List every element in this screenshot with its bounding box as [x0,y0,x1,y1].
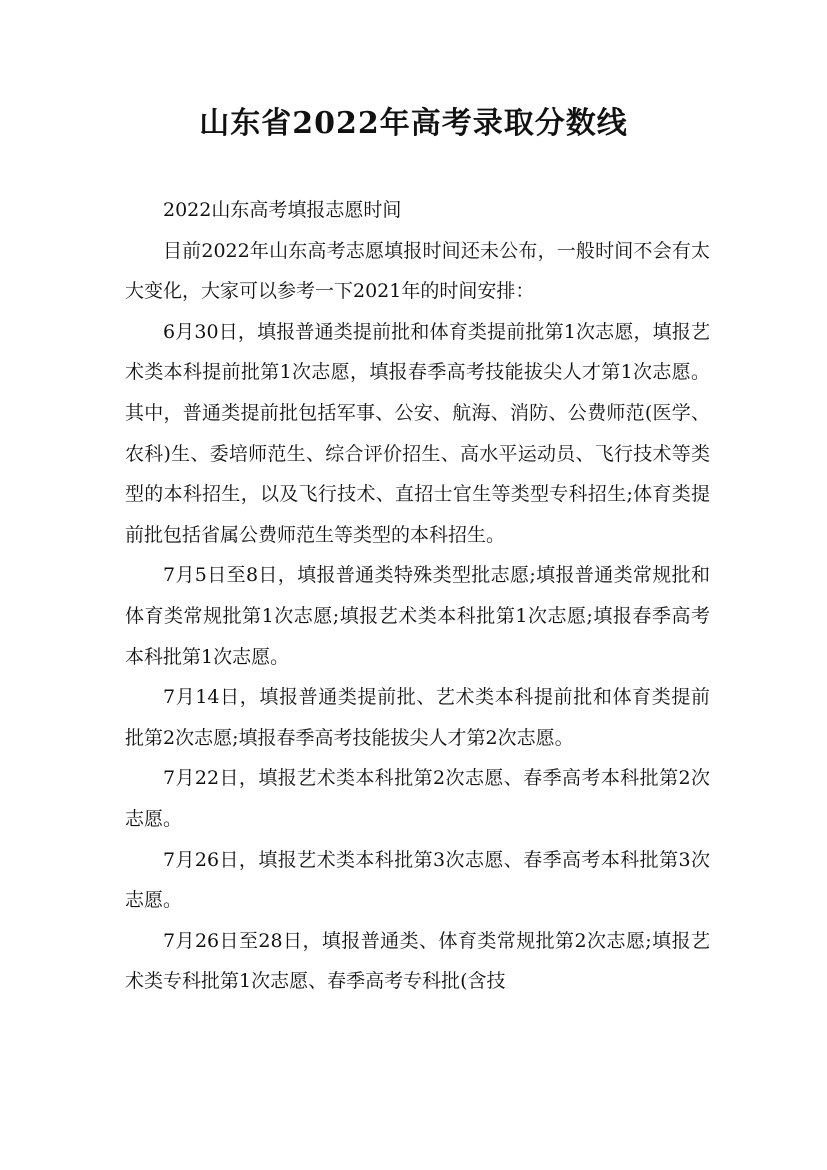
document-body [125,190,710,1002]
page-title: 山东省2022年高考录取分数线 [199,106,628,141]
paragraph-june-30: 6月30日，填报普通类提前批和体育类提前批第1次志愿，填报艺术类本科提前批第1次志愿，填报春季高考技能拔尖人才第1次志愿。其中，普通类提前批包括军事、公安、航海、消防、公费师范(医学、农科)生、委培师范生、综合评价招生、高水平运动员、飞行技术等类型的本科招生，以及飞行技术、直招士官生等类型专科招生;体育类提前批包括省属公费师范生等类型的本科招生。 [125,320,710,546]
paragraph-july-5-8: 7月5日至8日，填报普通类特殊类型批志愿;填报普通类常规批和体育类常规批第1次志愿;填报艺术类本科批第1次志愿;填报春季高考本科批第1次志愿。 [125,564,710,668]
paragraph-july-26: 7月26日，填报艺术类本科批第3次志愿、春季高考本科批第3次志愿。 [125,848,710,912]
section-heading: 2022山东高考填报志愿时间 [163,199,402,221]
paragraph-intro: 目前2022年山东高考志愿填报时间还未公布，一般时间不会有太大变化，大家可以参考一下2021年的时间安排： [125,239,710,303]
paragraph-july-26-28: 7月26日至28日，填报普通类、体育类常规批第2次志愿;填报艺术类专科批第1次志愿、春季高考专科批(含技 [125,929,710,993]
paragraph-july-14: 7月14日，填报普通类提前批、艺术类本科提前批和体育类提前批第2次志愿;填报春季高考技能拔尖人才第2次志愿。 [125,686,710,749]
paragraph-july-22: 7月22日，填报艺术类本科批第2次志愿、春季高考本科批第2次志愿。 [125,767,710,830]
